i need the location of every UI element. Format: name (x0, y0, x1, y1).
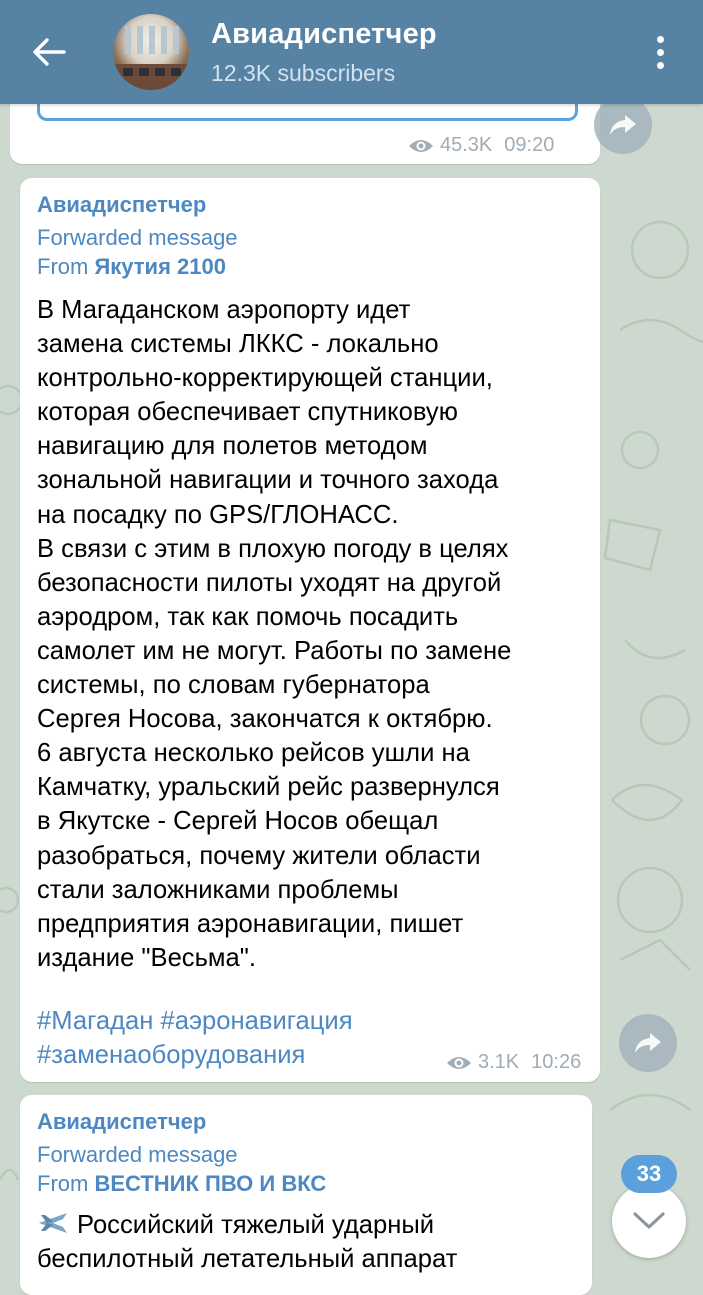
share-button[interactable] (594, 96, 652, 154)
view-count: 45.3K (440, 134, 493, 156)
message-sender[interactable]: Авиадиспетчер (37, 1109, 207, 1134)
back-button[interactable] (18, 20, 80, 84)
hashtag-line: #заменаоборудования (37, 1041, 306, 1070)
message-time: 10:26 (531, 1051, 582, 1073)
scroll-down-button[interactable] (612, 1184, 686, 1258)
share-icon (609, 114, 637, 136)
view-count: 3.1K (478, 1051, 520, 1073)
forwarded-label: Forwarded message (37, 225, 238, 250)
message-bubble (10, 96, 600, 164)
message-bubble (20, 178, 600, 1082)
message-sender[interactable]: Авиадиспетчер (37, 192, 207, 217)
unread-count-badge[interactable]: 33 (621, 1155, 677, 1193)
channel-title[interactable]: Авиадиспетчер (211, 18, 437, 50)
chevron-down-icon (632, 1211, 666, 1231)
subscriber-count: 12.3K subscribers (211, 60, 396, 86)
hashtags[interactable] (37, 1004, 353, 1072)
message-time: 09:20 (504, 134, 555, 156)
forwarded-source: Якутия 2100 (94, 254, 226, 279)
inline-link-button[interactable] (37, 102, 578, 121)
message-text: В Магаданском аэропорту идет замена системы ЛККС - локально контрольно-корректирующей станции, которая обеспечивает спутниковую навигацию для полетов методом зональной навигации и точного захода на посадку по GPS/ГЛОНАСС. В связи с этим в плохую погоду в целях безопасности пилоты уходят на другой аэродром, так как помочь посадить самолет им не могут. Работы по замене системы, по словам губернатора Сергея Носова, закончатся к октябрю. 6 августа несколько рейсов ушли на Камчатку, уральский рейс развернулся в Якутске - Сергей Носов обещал разобраться, почему жители области стали заложниками проблемы предприятия аэронавигации, пишет издание "Весьма". (37, 296, 512, 972)
eye-icon (408, 138, 434, 154)
forwarded-source: ВЕСТНИК ПВО И ВКС (94, 1171, 327, 1196)
message-meta (408, 134, 554, 157)
back-arrow-icon (32, 37, 66, 67)
chat-header (0, 0, 703, 104)
eye-icon (446, 1055, 472, 1071)
message-text: Российский тяжелый ударный беспилотный летательный аппарат (37, 1211, 458, 1274)
share-icon (634, 1032, 662, 1054)
share-button[interactable] (619, 1014, 677, 1072)
message-meta (446, 1051, 581, 1074)
hashtag-line: #Магадан #аэронавигация (37, 1007, 353, 1035)
forwarded-label: Forwarded message (37, 1142, 238, 1167)
airplane-icon (37, 1209, 69, 1237)
message-bubble (20, 1095, 592, 1295)
forwarded-from[interactable]: From Якутия 2100 (37, 254, 226, 279)
forwarded-from[interactable]: From ВЕСТНИК ПВО И ВКС (37, 1171, 327, 1196)
more-vertical-icon[interactable] (640, 20, 680, 84)
channel-avatar[interactable] (113, 14, 189, 90)
